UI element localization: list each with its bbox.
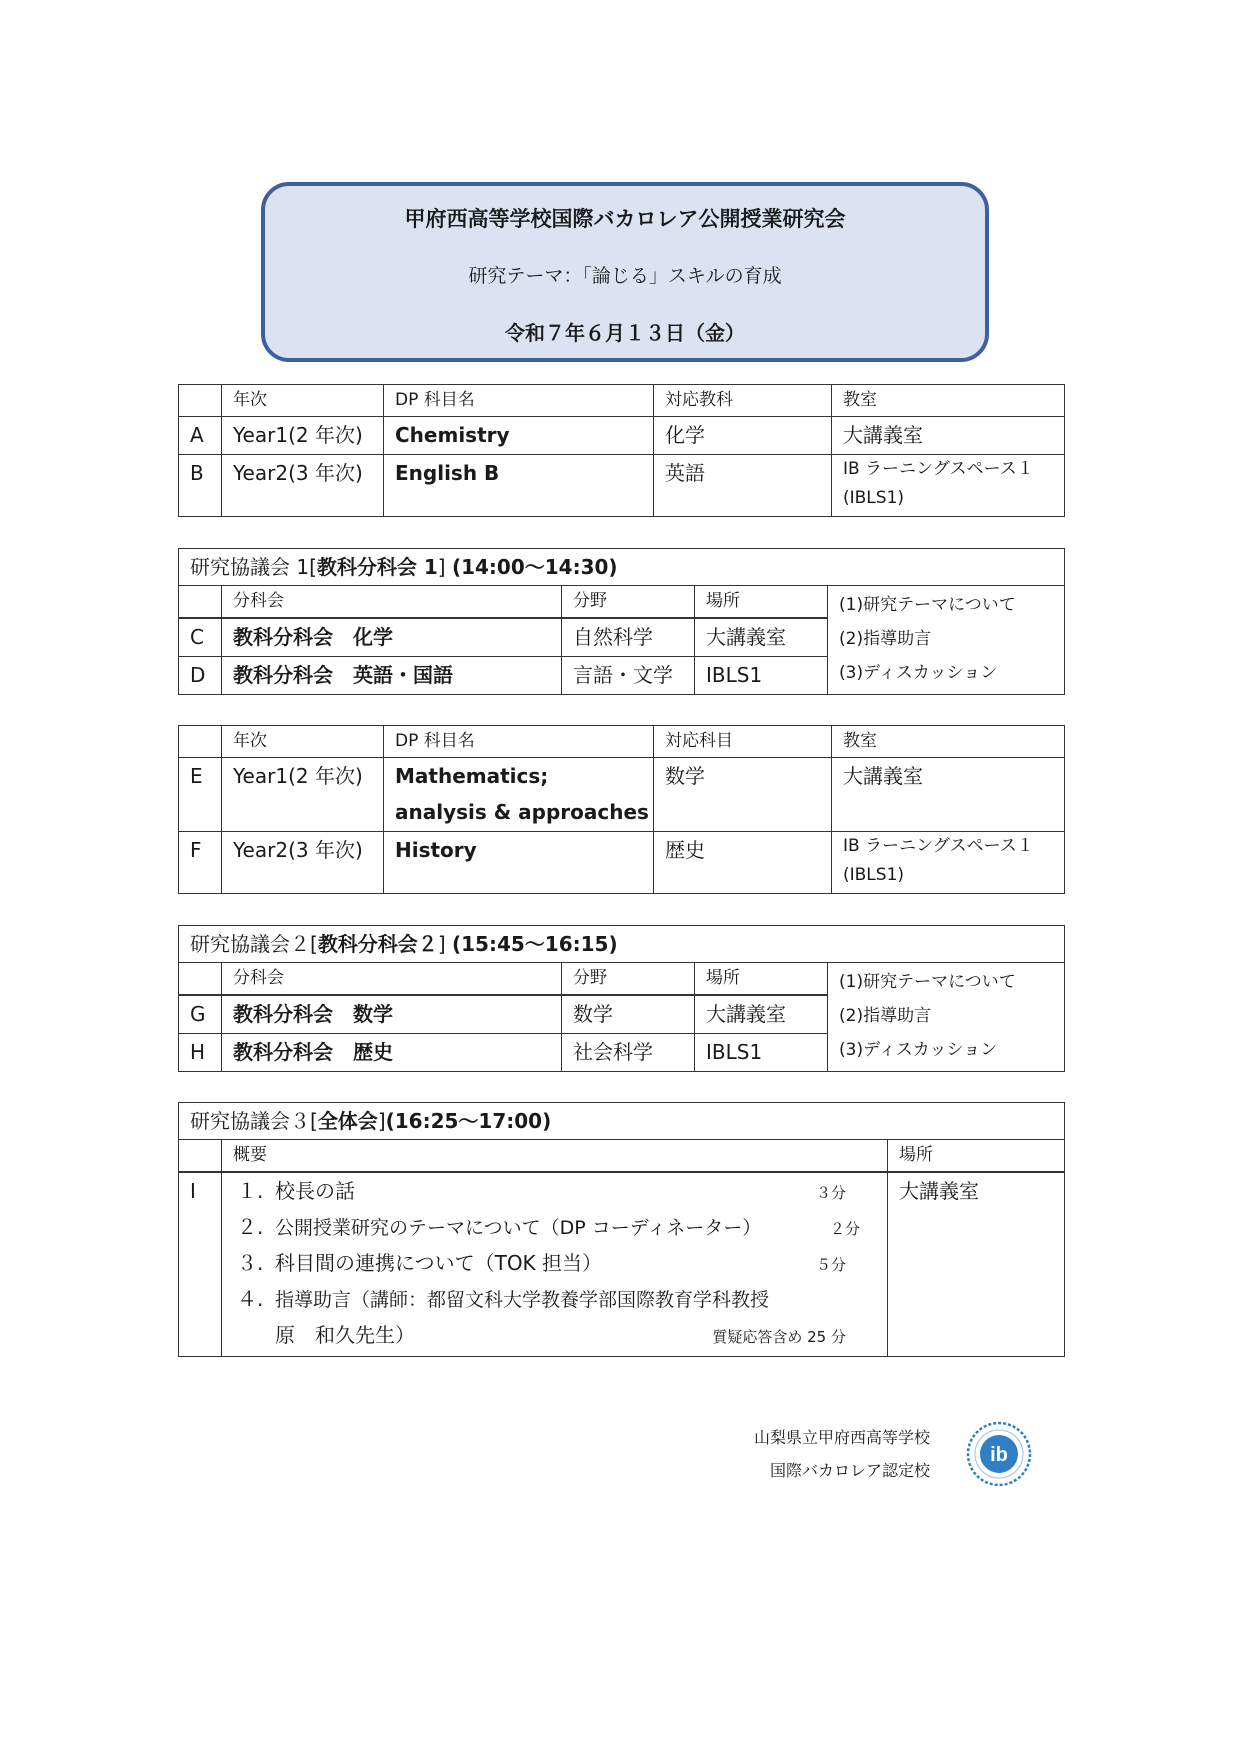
place-cell: IBLS1 <box>695 1033 828 1071</box>
year-cell: Year2(3 年次) <box>222 832 384 894</box>
agenda-line: (2)指導助言 <box>839 629 932 649</box>
field-cell: 数学 <box>562 995 695 1033</box>
table-header-cell <box>179 963 222 996</box>
agenda-num: １. <box>237 1179 264 1203</box>
agenda-duration: ３分 <box>815 1184 846 1202</box>
room-cell <box>832 455 1065 517</box>
agenda-line: (3)ディスカッション <box>839 663 998 683</box>
header-box <box>261 182 989 362</box>
title-bold: 全体会 <box>317 1109 378 1133</box>
agenda-duration: ５分 <box>815 1256 846 1274</box>
row-id: I <box>179 1172 222 1356</box>
subject-cell: History <box>384 832 654 894</box>
ib-logo-text: ib <box>990 1444 1008 1466</box>
field-cell: 社会科学 <box>562 1033 695 1071</box>
agenda-line: (2)指導助言 <box>839 1006 932 1026</box>
table-header-cell <box>179 1140 222 1173</box>
agenda-line: (3)ディスカッション <box>839 1040 998 1060</box>
table-header-cell: 教室 <box>832 726 1065 758</box>
table-header-row <box>179 1140 1065 1173</box>
agenda-text: 科目間の連携について（TOK 担当） <box>275 1251 603 1275</box>
place-cell: 大講義室 <box>695 618 828 656</box>
agenda-num: ４. <box>237 1287 264 1311</box>
class-table-1 <box>178 384 1065 517</box>
agenda-list <box>222 1172 888 1356</box>
table-header-cell: 対応科目 <box>654 726 832 758</box>
agenda-line: (1)研究テーマについて <box>839 972 1016 992</box>
title-mid: ] <box>377 1109 386 1133</box>
row-id: E <box>179 758 222 832</box>
title-bold: 教科分科会２ <box>317 932 438 956</box>
room-line: (IBLS1) <box>843 488 905 508</box>
agenda-text: 原 和久先生） <box>275 1323 415 1347</box>
session-title <box>179 549 1065 586</box>
agenda-cell <box>828 586 1065 695</box>
agenda-item <box>233 1209 876 1245</box>
agenda-item <box>233 1245 876 1281</box>
row-id: D <box>179 656 222 694</box>
session-title <box>179 1103 1065 1140</box>
row-id: C <box>179 618 222 656</box>
title-bold: 教科分科会 1 <box>316 555 438 579</box>
table-header-cell: DP 科目名 <box>384 726 654 758</box>
table-header-cell: 場所 <box>695 586 828 619</box>
room-cell <box>832 832 1065 894</box>
agenda-num: ２. <box>237 1215 264 1239</box>
subject-line: Mathematics; <box>395 764 549 788</box>
event-date: 令和７年６月１３日（金） <box>505 321 745 345</box>
kyouka-cell: 歴史 <box>654 832 832 894</box>
footer <box>700 1421 930 1487</box>
table-header-row <box>179 385 1065 417</box>
class-table-2 <box>178 725 1065 894</box>
agenda-cell <box>828 963 1065 1072</box>
bunkakai-cell: 教科分科会 化学 <box>222 618 562 656</box>
room-cell: 大講義室 <box>832 758 1065 832</box>
agenda-item <box>233 1173 876 1209</box>
session-title-row <box>179 926 1065 963</box>
year-cell: Year1(2 年次) <box>222 758 384 832</box>
row-id: H <box>179 1033 222 1071</box>
table-row <box>179 417 1065 455</box>
bunkakai-cell: 教科分科会 英語・国語 <box>222 656 562 694</box>
row-id: A <box>179 417 222 455</box>
table-header-cell: 年次 <box>222 385 384 417</box>
agenda-num: ３. <box>237 1251 264 1275</box>
place-cell: 大講義室 <box>695 995 828 1033</box>
title-prefix: 研究協議会２[ <box>190 932 318 956</box>
field-cell: 言語・文学 <box>562 656 695 694</box>
document-title: 甲府西高等学校国際バカロレア公開授業研究会 <box>404 207 846 231</box>
subject-cell: English B <box>384 455 654 517</box>
title-time: (14:00～14:30) <box>451 555 618 579</box>
place-cell: IBLS1 <box>695 656 828 694</box>
table-row <box>179 455 1065 517</box>
table-header-cell <box>179 586 222 619</box>
table-header-row <box>179 726 1065 758</box>
table-header-cell: 概要 <box>222 1140 888 1173</box>
row-id: F <box>179 832 222 894</box>
table-header-cell: 分野 <box>562 586 695 619</box>
row-id: G <box>179 995 222 1033</box>
kyouka-cell: 英語 <box>654 455 832 517</box>
table-header-cell <box>179 726 222 758</box>
agenda-line: (1)研究テーマについて <box>839 595 1016 615</box>
field-cell: 自然科学 <box>562 618 695 656</box>
place-cell: 大講義室 <box>888 1172 1065 1356</box>
kyouka-cell: 数学 <box>654 758 832 832</box>
agenda-item <box>233 1281 876 1317</box>
table-header-row <box>179 586 1065 619</box>
room-line: (IBLS1) <box>843 865 905 885</box>
table-header-cell: 年次 <box>222 726 384 758</box>
table-header-cell: 分科会 <box>222 963 562 996</box>
table-row <box>179 832 1065 894</box>
agenda-item-continuation <box>233 1317 876 1353</box>
kyouka-cell: 化学 <box>654 417 832 455</box>
agenda-duration: ２分 <box>829 1220 860 1238</box>
session-3-table <box>178 1102 1065 1357</box>
session-2-table <box>178 925 1065 1072</box>
table-header-cell: 教室 <box>832 385 1065 417</box>
table-header-cell <box>179 385 222 417</box>
agenda-duration: 質疑応答含め 25 分 <box>712 1328 846 1346</box>
room-line: IB ラーニングスペース１ <box>843 836 1034 856</box>
table-row <box>179 758 1065 832</box>
research-theme: 研究テーマ：「論じる」スキルの育成 <box>468 265 782 287</box>
session-title <box>179 926 1065 963</box>
table-header-cell: 場所 <box>695 963 828 996</box>
year-cell: Year2(3 年次) <box>222 455 384 517</box>
school-name: 山梨県立甲府西高等学校 <box>753 1428 930 1447</box>
table-row <box>179 1172 1065 1356</box>
table-header-cell: 分野 <box>562 963 695 996</box>
room-line: IB ラーニングスペース１ <box>843 459 1034 479</box>
title-time: (16:25～17:00) <box>385 1109 552 1133</box>
ib-certification: 国際バカロレア認定校 <box>769 1461 930 1480</box>
year-cell: Year1(2 年次) <box>222 417 384 455</box>
bunkakai-cell: 教科分科会 歴史 <box>222 1033 562 1071</box>
subject-cell <box>384 758 654 832</box>
row-id: B <box>179 455 222 517</box>
ib-logo-icon <box>966 1421 1032 1487</box>
table-header-cell: 場所 <box>888 1140 1065 1173</box>
subject-cell: Chemistry <box>384 417 654 455</box>
title-time: (15:45～16:15) <box>451 932 618 956</box>
session-title-row <box>179 549 1065 586</box>
table-header-row <box>179 963 1065 996</box>
table-header-cell: 対応教科 <box>654 385 832 417</box>
table-header-cell: DP 科目名 <box>384 385 654 417</box>
agenda-text: 校長の話 <box>275 1179 355 1203</box>
table-header-cell: 分科会 <box>222 586 562 619</box>
agenda-text: 指導助言（講師：都留文科大学教養学部国際教育学科教授 <box>275 1289 770 1311</box>
title-mid: ] <box>437 555 452 579</box>
bunkakai-cell: 教科分科会 数学 <box>222 995 562 1033</box>
title-prefix: 研究協議会３[ <box>190 1109 318 1133</box>
session-title-row <box>179 1103 1065 1140</box>
title-mid: ] <box>437 932 452 956</box>
agenda-text: 公開授業研究のテーマについて（DP コーディネーター） <box>275 1217 762 1239</box>
session-1-table <box>178 548 1065 695</box>
title-prefix: 研究協議会 1[ <box>190 555 317 579</box>
subject-line: analysis & approaches <box>395 800 649 824</box>
room-cell: 大講義室 <box>832 417 1065 455</box>
